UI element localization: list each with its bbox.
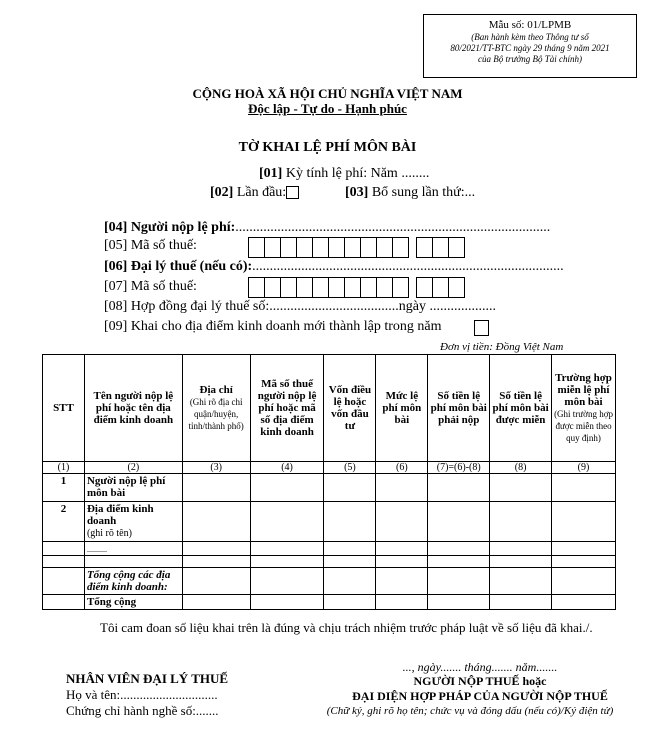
motto: Độc lập - Tự do - Hạnh phúc	[248, 101, 407, 116]
agent-name[interactable]: Họ và tên:..............................	[66, 687, 218, 702]
column-number-row	[43, 462, 616, 474]
col-header: Địa chỉ (Ghi rõ địa chỉ quận/huyện, tỉnh/thành phố)	[182, 355, 250, 462]
cell[interactable]	[428, 502, 490, 542]
col-number: (2)	[84, 462, 182, 474]
field-02-code: [02]	[210, 185, 234, 200]
table-row	[43, 502, 616, 542]
total-row	[43, 595, 616, 610]
form-note-2: 80/2021/TT-BTC ngày 29 tháng 9 năm 2021	[450, 43, 610, 53]
field-02	[210, 185, 299, 201]
row-name: Địa điểm kinh doanh (ghi rõ tên)	[84, 502, 182, 542]
col-number: (1)	[43, 462, 85, 474]
sign-date: ..., ngày....... tháng....... năm.......	[402, 660, 558, 674]
tax-code-boxes-05[interactable]	[248, 237, 464, 258]
form-code: Mẫu số: 01/LPMB	[488, 19, 572, 31]
field-09-box-wrap	[474, 319, 488, 337]
col-header: Trường hợp miễn lệ phí môn bài (Ghi trường hợp được miễn theo quy định)	[552, 355, 616, 462]
new-location-checkbox[interactable]	[474, 320, 489, 336]
cell[interactable]	[552, 502, 616, 542]
nation-title: CỘNG HOÀ XÃ HỘI CHỦ NGHĨA VIỆT NAM	[192, 86, 463, 101]
field-04-label: [04] Người nộp lệ phí:	[104, 220, 236, 235]
cell[interactable]	[490, 474, 552, 502]
form-note-3: của Bộ trưởng Bộ Tài chính)	[478, 54, 582, 64]
field-08[interactable]: [08] Hợp đồng đại lý thuế số:.....................................ngày ...................	[104, 299, 496, 314]
col-number: (6)	[376, 462, 428, 474]
col-number: (9)	[552, 462, 616, 474]
total-label: Tổng cộng	[84, 595, 182, 610]
first-time-checkbox[interactable]	[286, 186, 299, 199]
form-code-box	[423, 14, 637, 78]
field-02-text: Lần đầu:	[236, 185, 287, 200]
declaration-text: Tôi cam đoan số liệu khai trên là đúng và chịu trách nhiệm trước pháp luật về số liệu đã khai./.	[100, 620, 593, 635]
row-dots: ..........	[84, 542, 182, 556]
field-09	[104, 319, 442, 335]
field-04-dots[interactable]: ..........................................................................................	[235, 220, 551, 235]
field-01	[259, 166, 429, 182]
representative-title: ĐẠI DIỆN HỢP PHÁP CỦA NGƯỜI NỘP THUẾ	[352, 689, 608, 703]
col-number: (3)	[182, 462, 250, 474]
col-number: (5)	[324, 462, 376, 474]
cell[interactable]	[250, 474, 324, 502]
col-header: STT	[43, 355, 85, 462]
row-name: Người nộp lệ phí môn bài	[84, 474, 182, 502]
field-07-label: [07] Mã số thuế:	[104, 279, 197, 294]
field-05-label: [05] Mã số thuế:	[104, 238, 197, 253]
col-header: Mã số thuế người nộp lệ phí hoặc mã số địa điểm kinh doanh	[250, 355, 324, 462]
col-header: Số tiền lệ phí môn bài phải nộp	[428, 355, 490, 462]
col-header: Vốn điều lệ hoặc vốn đầu tư	[324, 355, 376, 462]
field-03	[345, 185, 475, 201]
field-09-label: [09] Khai cho địa điểm kinh doanh mới thành lập trong năm	[104, 319, 442, 334]
table-row	[43, 542, 616, 556]
field-01-code: [01]	[259, 166, 283, 181]
subtotal-row	[43, 568, 616, 595]
field-01-text: Kỳ tính lệ phí: Năm ........	[285, 166, 430, 181]
signature-note: (Chữ ký, ghi rõ họ tên; chức vụ và đóng dấu (nếu có)/Ký điện tử)	[326, 705, 614, 717]
fee-table	[42, 354, 616, 610]
field-03-text: Bổ sung lần thứ:...	[371, 185, 476, 200]
form-note-1: (Ban hành kèm theo Thông tư số	[471, 32, 589, 42]
row-stt: 2	[43, 502, 85, 542]
col-number: (7)=(6)-(8)	[428, 462, 490, 474]
field-06-dots[interactable]: .........................................................................................	[252, 259, 564, 274]
cell[interactable]	[376, 474, 428, 502]
field-03-code: [03]	[345, 185, 369, 200]
cell[interactable]	[376, 502, 428, 542]
cell[interactable]	[428, 474, 490, 502]
subtotal-label: Tổng cộng các địa điểm kinh doanh:	[84, 568, 182, 595]
cell[interactable]	[324, 474, 376, 502]
col-number: (4)	[250, 462, 324, 474]
col-number: (8)	[490, 462, 552, 474]
field-04	[104, 220, 550, 236]
cell[interactable]	[552, 474, 616, 502]
motto-wrap	[0, 101, 655, 117]
currency-unit: Đơn vị tiền: Đồng Việt Nam	[440, 341, 564, 353]
taxpayer-title: NGƯỜI NỘP THUẾ hoặc	[413, 674, 547, 688]
cell[interactable]	[182, 474, 250, 502]
cell[interactable]	[250, 502, 324, 542]
col-header: Mức lệ phí môn bài	[376, 355, 428, 462]
field-06	[104, 259, 564, 275]
agent-cert[interactable]: Chứng chỉ hành nghề số:.......	[66, 703, 219, 718]
cell[interactable]	[324, 502, 376, 542]
tax-code-boxes-07[interactable]	[248, 277, 464, 298]
col-header: Số tiền lệ phí môn bài được miễn	[490, 355, 552, 462]
document-title: TỜ KHAI LỆ PHÍ MÔN BÀI	[238, 140, 417, 155]
field-06-label: [06] Đại lý thuế (nếu có):	[104, 259, 253, 274]
table-row	[43, 556, 616, 568]
row-stt: 1	[43, 474, 85, 502]
table-row	[43, 474, 616, 502]
col-header: Tên người nộp lệ phí hoặc tên địa điểm kinh doanh	[84, 355, 182, 462]
cell[interactable]	[182, 502, 250, 542]
agent-title: NHÂN VIÊN ĐẠI LÝ THUẾ	[66, 671, 229, 686]
cell[interactable]	[490, 502, 552, 542]
table-header-row	[43, 355, 616, 462]
